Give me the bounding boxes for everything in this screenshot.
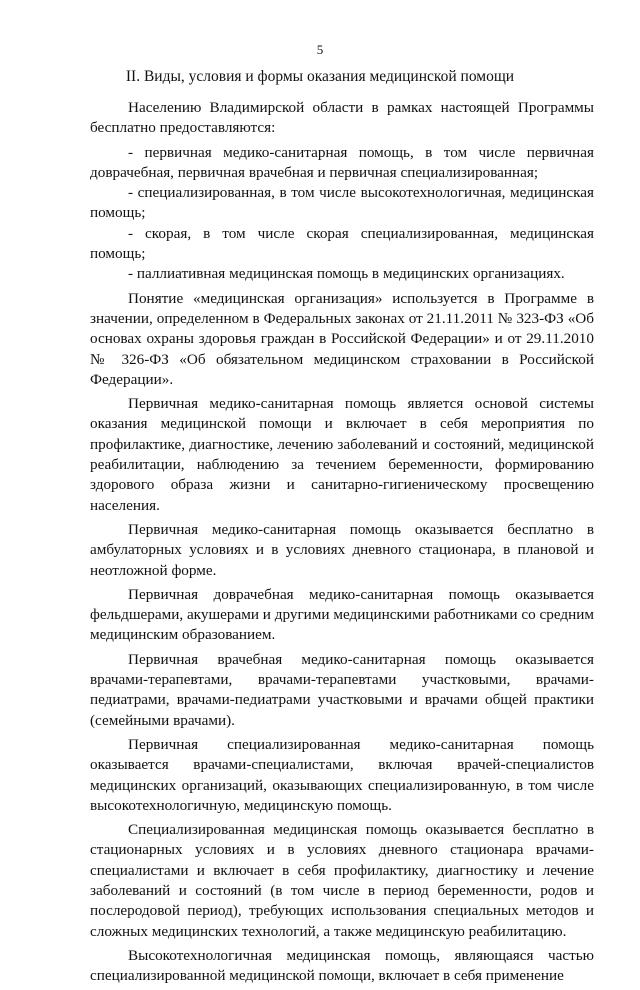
paragraph-definition: Понятие «медицинская организация» используется в Программе в значении, определенном в Федеральных законах от 21.11.2011 № 323-ФЗ «Об основах охраны здоровья граждан в Российской Федерации» и от 29.11.2010 № 326-ФЗ «Об обязательном медицинском страховании в Российской Федерации». [90,289,594,388]
section-title: II. Виды, условия и формы оказания медицинской помощи [125,68,515,85]
paragraph-specialized-care: Специализированная медицинская помощь оказывается бесплатно в стационарных условиях и в условиях дневного стационара врачами-специалистами и включает в себя профилактику, диагностику и лечение заболеваний и состояний (в том числе в период беременности, родов и послеродовой период), требующих использования специальных методов и сложных медицинских технологий, а также медицинскую реабилитацию. [90,821,594,940]
paragraph-medical-care: Первичная врачебная медико-санитарная помощь оказывается врачами-терапевтами, врачами-терапевтами участковыми, врачами-педиатрами, врачами-педиатрами участковыми и врачами общей практики (семейными врачами). [90,650,594,729]
list-item-emergency-care: - скорая, в том числе скорая специализированная, медицинская помощь; [90,224,594,263]
paragraph-intro: Населению Владимирской области в рамках настоящей Программы бесплатно предоставляются: [90,99,594,137]
list-item-palliative-care: - паллиативная медицинская помощь в медицинских организациях. [128,265,565,283]
list-item-primary-care: - первичная медико-санитарная помощь, в том числе первичная доврачебная, первичная врачебная и первичная специализированная; [90,143,594,181]
paragraph-high-tech-care: Высокотехнологичная медицинская помощь, являющаяся частью специализированной медицинской помощи, включает в себя применение [90,946,594,985]
document-body [90,98,594,990]
paragraph-primary-care-basis: Первичная медико-санитарная помощь является основой системы оказания медицинской помощи и включает в себя мероприятия по профилактике, диагностике, лечению заболеваний и состояний, медицинской реабилитации, наблюдению за течением беременности, формированию здорового образа жизни и санитарно-гигиеническому просвещению населения. [90,395,594,514]
paragraph-primary-care-conditions: Первичная медико-санитарная помощь оказывается бесплатно в амбулаторных условиях и в условиях дневного стационара, в плановой и неотложной форме. [90,520,594,579]
page-number: 5 [316,42,324,57]
paragraph-pre-medical-care: Первичная доврачебная медико-санитарная помощь оказывается фельдшерами, акушерами и другими медицинскими работниками со средним медицинским образованием. [90,585,594,644]
list-item-specialized-care: - специализированная, в том числе высокотехнологичная, медицинская помощь; [90,184,594,222]
paragraph-specialist-care: Первичная специализированная медико-санитарная помощь оказывается врачами-специалистами, включая врачей-специалистов медицинских организаций, оказывающих специализированную, в том числе высокотехнологичную, медицинскую помощь. [90,735,594,814]
